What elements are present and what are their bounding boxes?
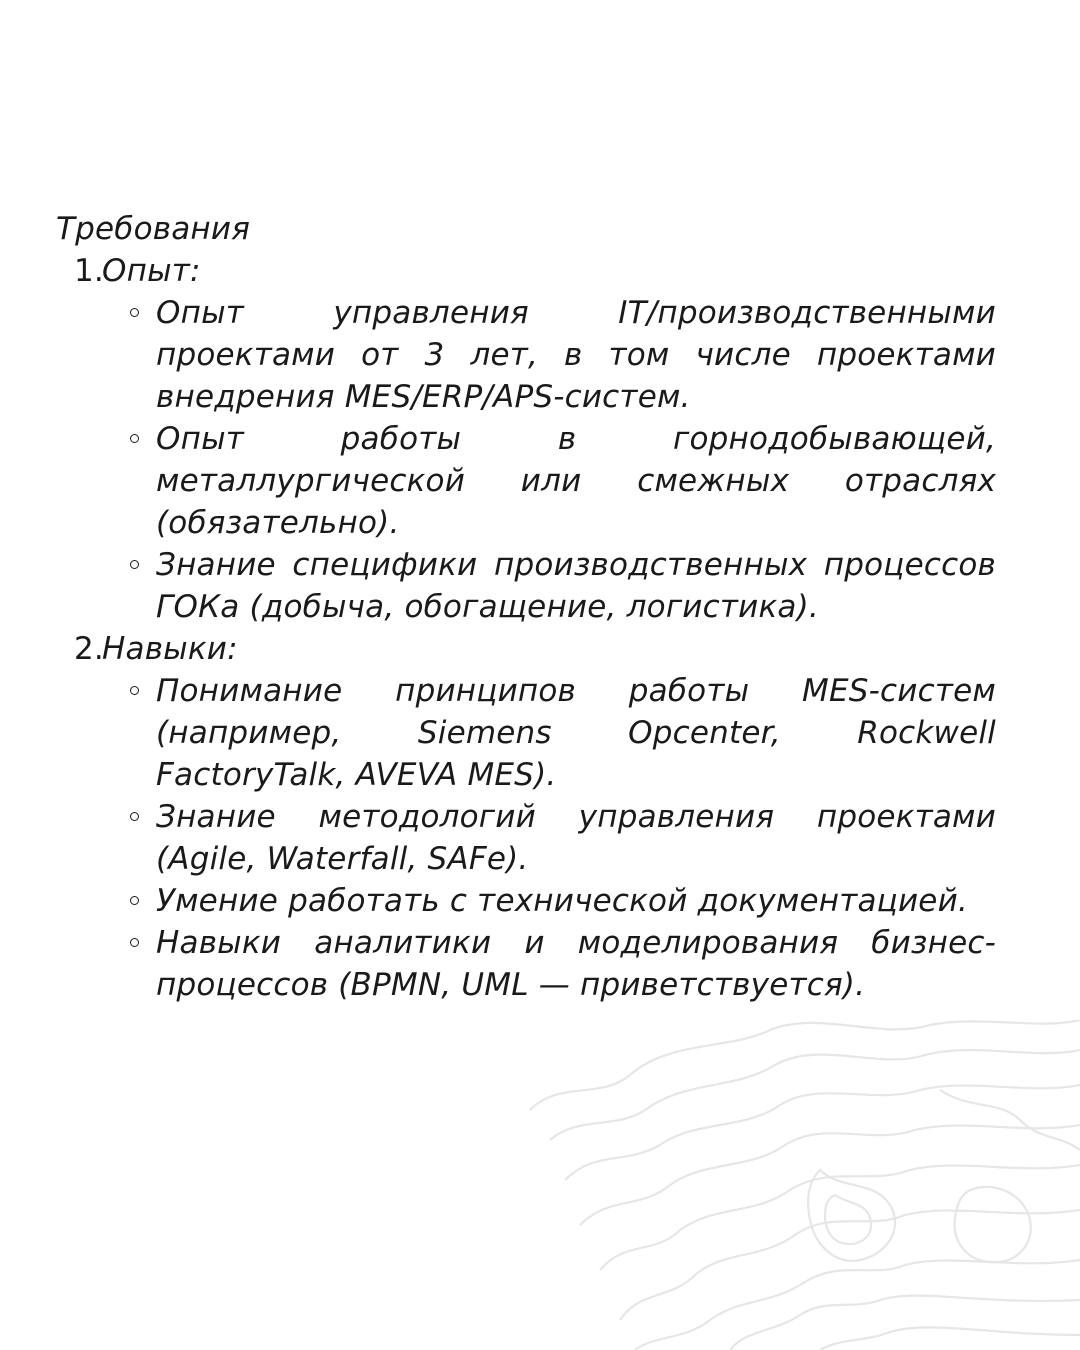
list-item <box>56 418 996 544</box>
hollow-circle-bullet-icon <box>130 434 139 443</box>
list-item-text: Навыки аналитики и моделирования бизнес-процессов (BPMN, UML — приветствуется). <box>156 925 996 1003</box>
list-item-text: Опыт работы в горнодобывающей, металлургической или смежных отраслях (обязательно). <box>156 421 996 541</box>
section-number: 2. <box>74 631 104 667</box>
hollow-circle-bullet-icon <box>130 686 139 695</box>
list-item <box>56 292 996 418</box>
list-item <box>56 922 996 1006</box>
section-title <box>56 628 996 670</box>
hollow-circle-bullet-icon <box>130 938 139 947</box>
hollow-circle-bullet-icon <box>130 896 139 905</box>
section-experience <box>56 250 996 628</box>
list-item <box>56 880 996 922</box>
list-item-text: Знание специфики производственных процессов ГОКа (добыча, обогащение, логистика). <box>156 547 996 625</box>
list-item <box>56 670 996 796</box>
list-item-text: Понимание принципов работы MES-систем (например, Siemens Opcenter, Rockwell FactoryTalk, AVEVA MES). <box>156 673 996 793</box>
hollow-circle-bullet-icon <box>130 812 139 821</box>
list-item <box>56 544 996 628</box>
list-item-text: Умение работать с технической документацией. <box>156 883 968 919</box>
list-item <box>56 796 996 880</box>
bullet-list <box>56 670 996 1006</box>
page-title: Требования <box>56 211 251 247</box>
list-item-text: Знание методологий управления проектами (Agile, Waterfall, SAFe). <box>156 799 996 877</box>
topographic-watermark-icon <box>520 1020 1080 1350</box>
bullet-list <box>56 292 996 628</box>
section-skills <box>56 628 996 1006</box>
requirements-document <box>56 208 996 1006</box>
section-number: 1. <box>74 253 104 289</box>
section-title <box>56 250 996 292</box>
list-item-text: Опыт управления IT/производственными проектами от 3 лет, в том числе проектами внедрения MES/ERP/APS-систем. <box>156 295 996 415</box>
section-title-text: Навыки: <box>102 631 238 667</box>
hollow-circle-bullet-icon <box>130 560 139 569</box>
hollow-circle-bullet-icon <box>130 308 139 317</box>
section-title-text: Опыт: <box>102 253 201 289</box>
